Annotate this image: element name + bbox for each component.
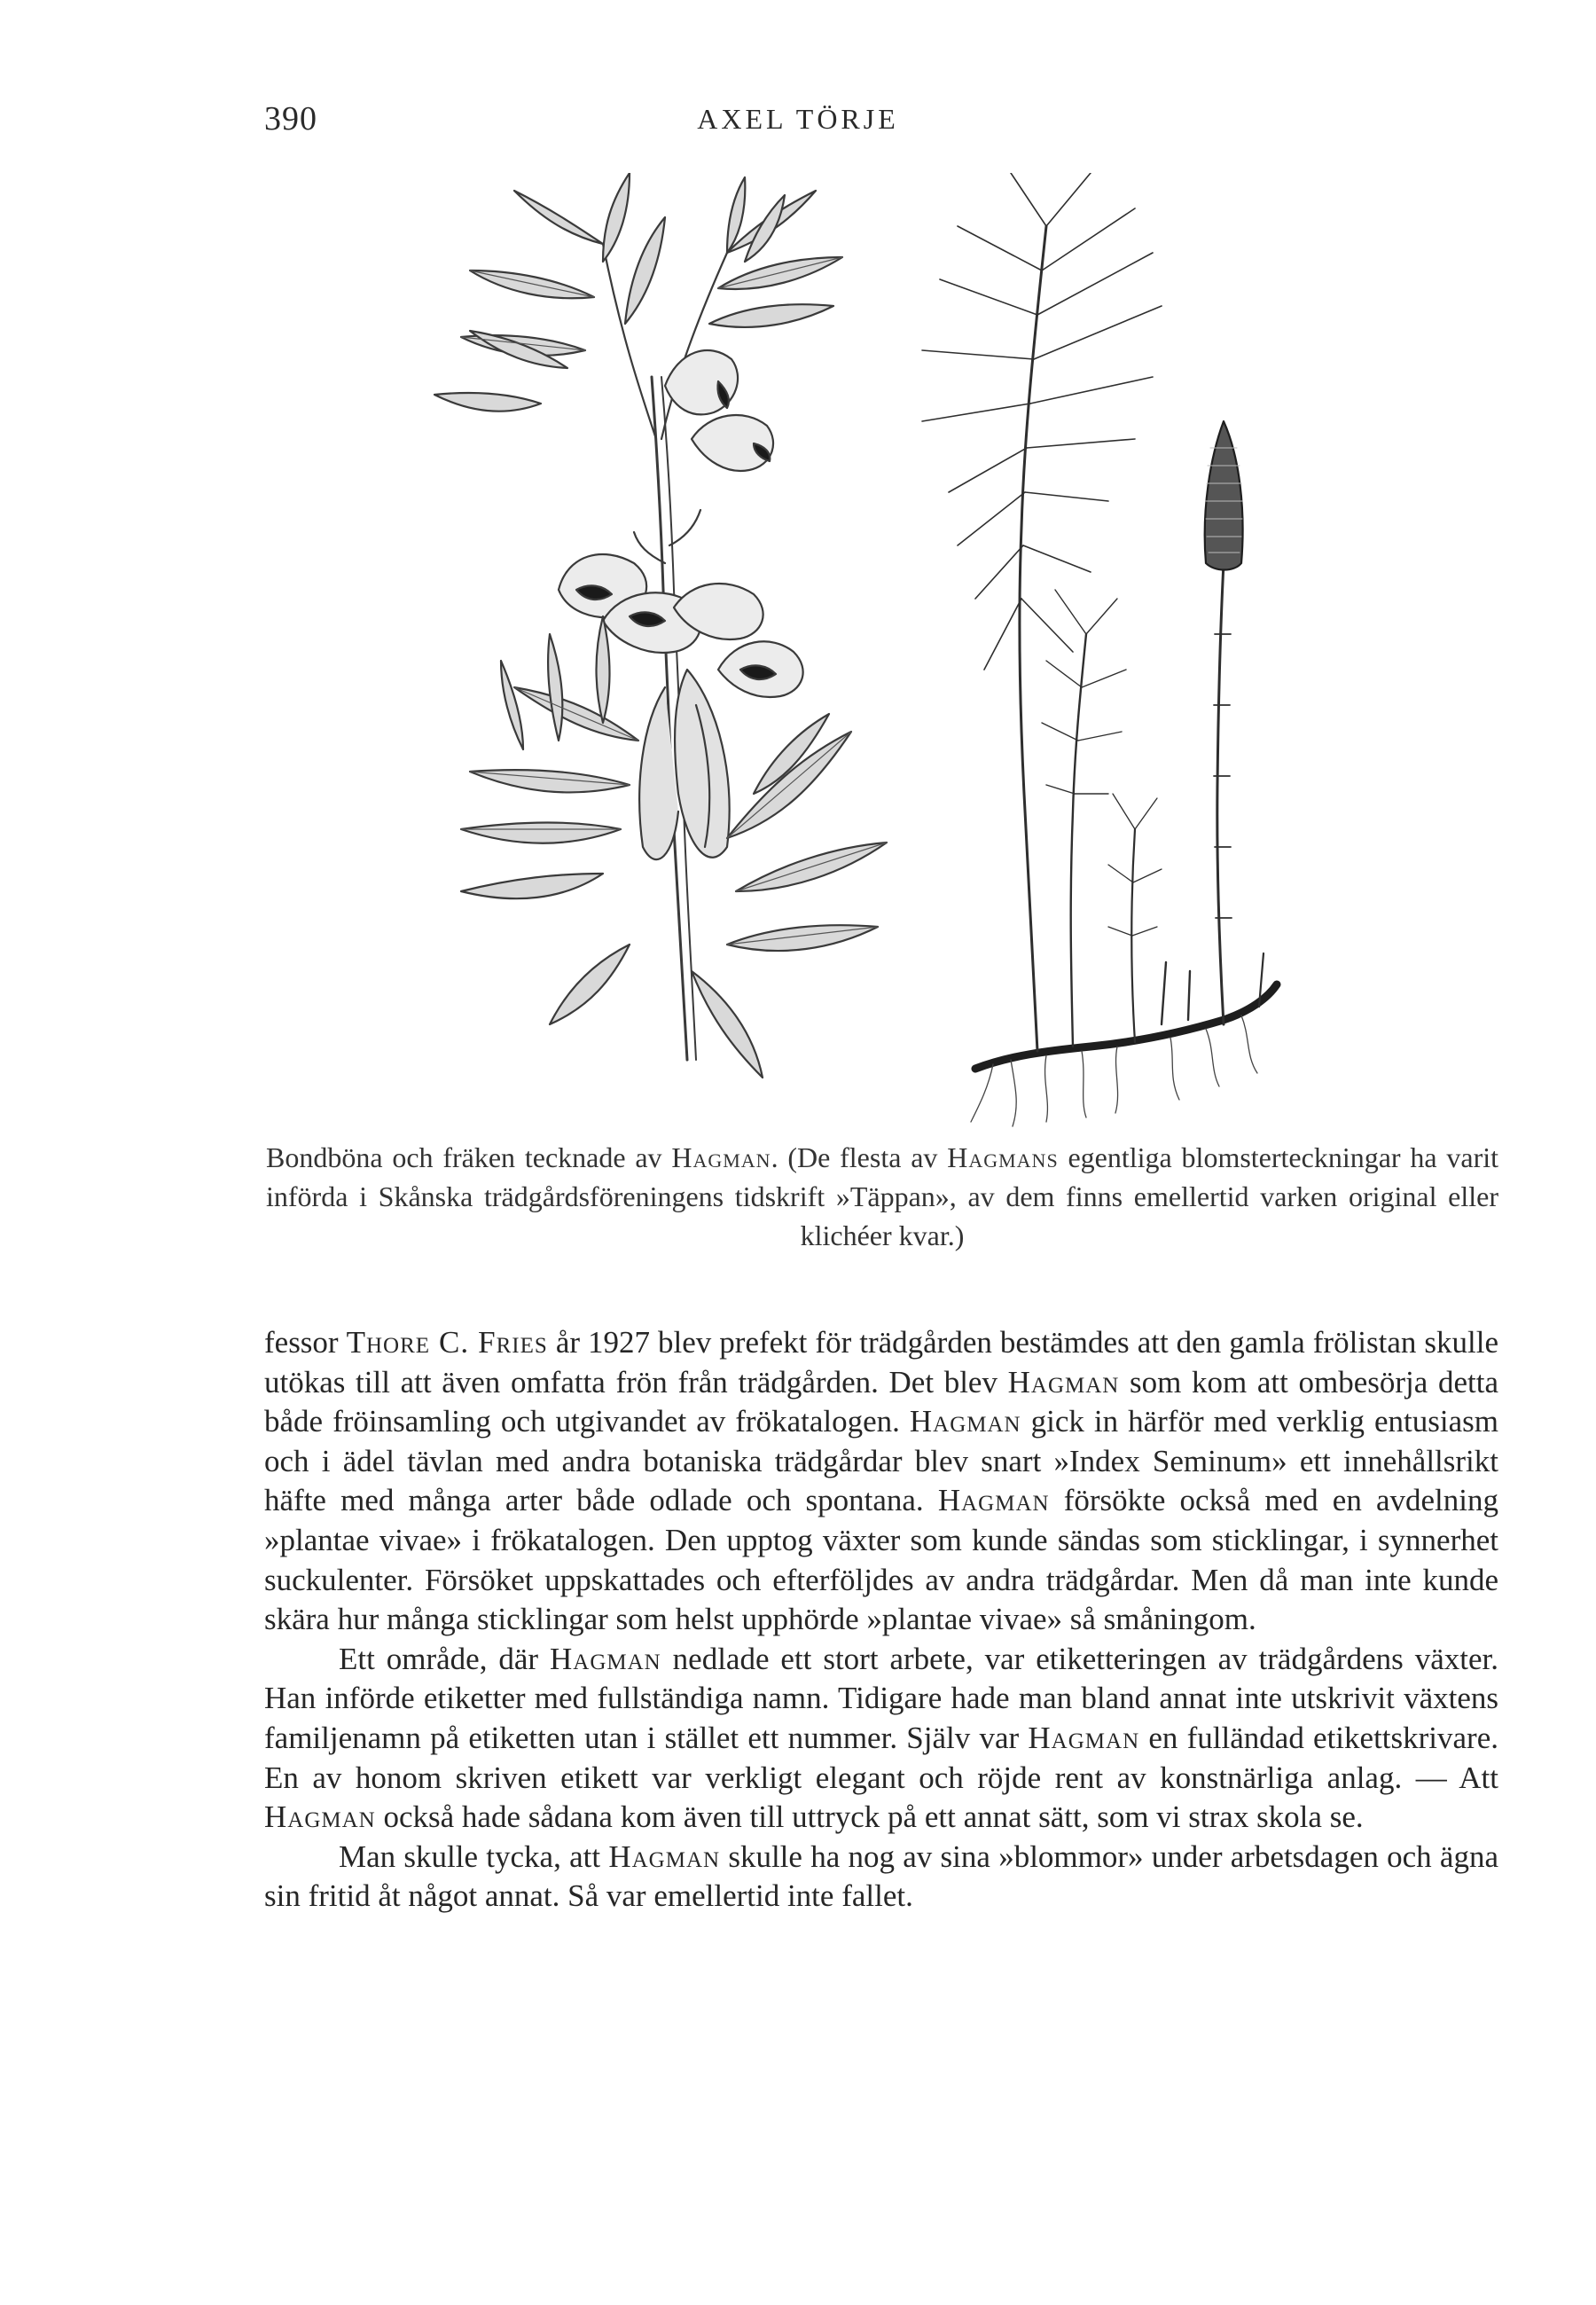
- p1-text-2: år 1927 blev prefekt för trädgården bestämdes att den gamla frölistan skulle utökas till att även omfatta frön från trädgården. Det blev: [264, 1325, 1499, 1399]
- p1-text-5: försökte också med en avdelning »plantae vivae» i frökatalogen. Den upptog växter som kunde sändas som sticklingar, i synnerhet suckulenter. Försöket uppskattades och efterföljdes av andra trädgårdar. Men då man inte kunde skära hur många sticklingar som helst upphörde »plantae vivae» så småningom.: [264, 1483, 1498, 1637]
- p2-name-2: Hagman: [1028, 1720, 1140, 1755]
- figure-caption: [266, 1138, 1498, 1255]
- p3-text-1: Man skulle tycka, att: [339, 1839, 609, 1874]
- caption-text-2: . (De flesta av: [771, 1141, 948, 1173]
- page-number: 390: [264, 100, 317, 137]
- caption-name-2: Hagmans: [947, 1141, 1059, 1173]
- caption-name-1: Hagman: [671, 1141, 771, 1173]
- p1-name-2: Hagman: [1007, 1364, 1120, 1399]
- p2-name-1: Hagman: [550, 1641, 661, 1676]
- caption-text-3: egentliga blomsterteckningar ha varit införda i Skånska trädgårdsföreningens tidskrift »Täppan», av dem finns emellertid varken original eller klichéer kvar.): [266, 1141, 1499, 1251]
- p2-text-3: en fulländad etikettskrivare. En av honom skriven etikett var verkligt elegant och röjde rent av konstnärliga anlag. — Att: [264, 1720, 1498, 1795]
- p1-text-4: gick in härför med verklig entusiasm och i ädel tävlan med andra botaniska trädgårdar blev snart »Index Seminum» ett innehållsrikt häfte med många arter både odlade och spontana.: [264, 1404, 1498, 1518]
- paragraph-2: [264, 1640, 1498, 1838]
- p3-text-2: skulle ha nog av sina »blommor» under arbetsdagen och ägna sin fritid åt något annat. Så var emellertid inte fallet.: [264, 1839, 1499, 1914]
- broad-bean-drawing: [434, 173, 887, 1078]
- botanical-illustration: [337, 173, 1365, 1131]
- p1-name-4: Hagman: [937, 1483, 1050, 1518]
- p1-text-3: som kom att ombesörja detta både fröinsamling och utgivandet av frökatalogen.: [264, 1364, 1498, 1439]
- p1-name-1: Thore C. Fries: [346, 1325, 548, 1360]
- p1-name-3: Hagman: [909, 1404, 1021, 1439]
- horsetail-drawing: [922, 173, 1277, 1126]
- p2-text-2: nedlade ett stort arbete, var etiketteringen av trädgårdens växter. Han införde etiketter med fullständiga namn. Tidigare hade man bland annat inte utskrivit växtens familjenamn på etiketten utan i stället ett nummer. Själv var: [264, 1641, 1499, 1755]
- paragraph-3: [264, 1838, 1498, 1917]
- paragraph-1: [264, 1323, 1498, 1640]
- p3-name-1: Hagman: [608, 1839, 721, 1874]
- body-text: [264, 1323, 1498, 1917]
- p1-text-1: fessor: [264, 1325, 347, 1360]
- p2-text-4: också hade sådana kom även till uttryck på ett annat sätt, som vi strax skola se.: [375, 1799, 1364, 1835]
- running-head: AXEL TÖRJE: [697, 103, 899, 135]
- p2-text-1: Ett område, där: [339, 1641, 550, 1676]
- caption-text-1: Bondböna och fräken tecknade av: [266, 1141, 672, 1173]
- p2-name-3: Hagman: [264, 1799, 376, 1835]
